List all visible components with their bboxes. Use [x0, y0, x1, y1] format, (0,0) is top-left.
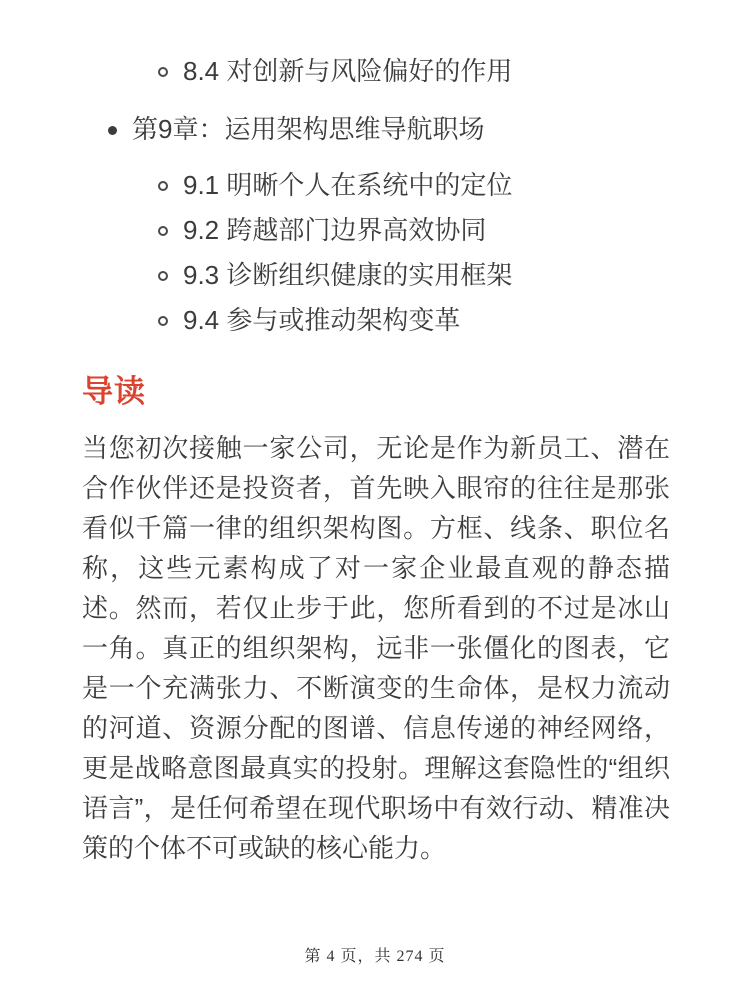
toc-item [82, 260, 670, 290]
toc-item [82, 170, 670, 200]
toc-item-label: 9.3 诊断组织健康的实用框架 [183, 260, 513, 290]
table-of-contents [82, 56, 670, 335]
circle-bullet-icon [158, 226, 168, 236]
toc-item-label: 9.2 跨越部门边界高效协同 [183, 215, 487, 245]
circle-bullet-icon [158, 271, 168, 281]
disc-bullet-icon [108, 126, 117, 135]
section-heading: 导读 [82, 374, 146, 409]
toc-item [82, 114, 670, 144]
toc-item-label: 第9章：运用架构思维导航职场 [132, 114, 485, 144]
toc-item-label: 9.4 参与或推动架构变革 [183, 305, 461, 335]
intro-paragraph: 当您初次接触一家公司，无论是作为新员工、潜在合作伙伴还是投资者，首先映入眼帘的往往是那张看似千篇一律的组织架构图。方框、线条、职位名称，这些元素构成了对一家企业最直观的静态描述。然而，若仅止步于此，您所看到的不过是冰山一角。真正的组织架构，远非一张僵化的图表，它是一个充满张力、不断演变的生命体，是权力流动的河道、资源分配的图谱、信息传递的神经网络，更是战略意图最真实的投射。理解这套隐性的“组织语言”，是任何希望在现代职场中有效行动、精准决策的个体不可或缺的核心能力。 [82, 433, 670, 863]
circle-bullet-icon [158, 67, 168, 77]
toc-item [82, 215, 670, 245]
toc-item-label: 9.1 明晰个人在系统中的定位 [183, 170, 513, 200]
toc-item [82, 56, 670, 86]
page-footer [0, 943, 750, 966]
page-indicator: 第 4 页，共 274 页 [304, 948, 446, 965]
circle-bullet-icon [158, 181, 168, 191]
circle-bullet-icon [158, 316, 168, 326]
toc-item-label: 8.4 对创新与风险偏好的作用 [183, 56, 513, 86]
toc-item [82, 305, 670, 335]
